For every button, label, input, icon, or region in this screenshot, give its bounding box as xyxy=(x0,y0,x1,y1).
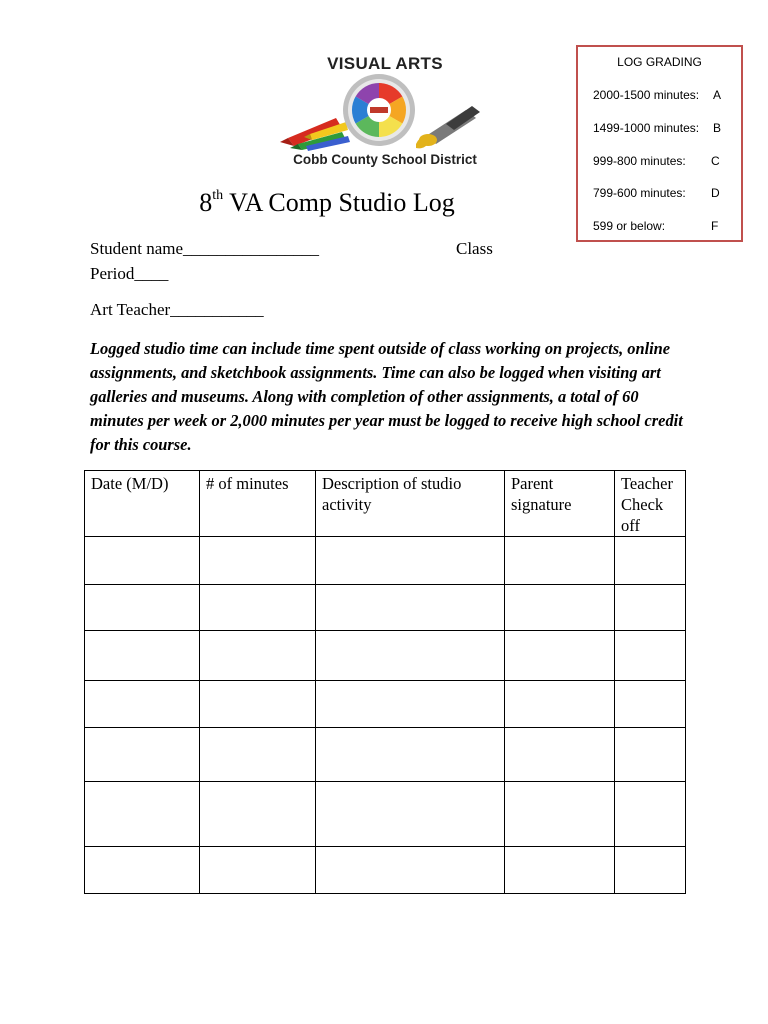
student-name-field[interactable]: Student name________________ xyxy=(90,239,320,258)
description-cell[interactable] xyxy=(316,728,505,782)
grading-letter: A xyxy=(713,88,722,102)
description-cell[interactable] xyxy=(316,537,505,585)
parent-signature-cell[interactable] xyxy=(505,847,615,894)
date-cell[interactable] xyxy=(85,537,200,585)
description-cell[interactable] xyxy=(316,585,505,631)
table-row xyxy=(85,728,686,782)
table-row xyxy=(85,681,686,728)
title-grade-suffix: th xyxy=(212,188,224,203)
visual-arts-logo xyxy=(276,48,494,174)
parent-signature-cell[interactable] xyxy=(505,631,615,681)
description-cell[interactable] xyxy=(316,681,505,728)
color-wheel-icon xyxy=(343,74,415,146)
grading-range: 599 or below: xyxy=(593,219,666,233)
minutes-cell[interactable] xyxy=(200,681,316,728)
logo-artwork xyxy=(276,74,494,152)
grading-letter: D xyxy=(711,186,720,200)
table-row xyxy=(85,585,686,631)
minutes-cell[interactable] xyxy=(200,782,316,847)
grading-letter: C xyxy=(711,154,720,168)
crayons-icon xyxy=(280,118,350,151)
grading-title: LOG GRADING xyxy=(617,55,702,69)
date-cell[interactable] xyxy=(85,728,200,782)
parent-signature-cell[interactable] xyxy=(505,681,615,728)
header-description: Description of studio activity xyxy=(316,471,505,537)
grading-letter: B xyxy=(713,121,722,135)
paint-tube-icon xyxy=(416,106,480,148)
teacher-check-cell[interactable] xyxy=(615,537,686,585)
table-row xyxy=(85,537,686,585)
date-cell[interactable] xyxy=(85,847,200,894)
grading-range: 999-800 minutes: xyxy=(593,154,686,168)
teacher-check-cell[interactable] xyxy=(615,782,686,847)
parent-signature-cell[interactable] xyxy=(505,585,615,631)
class-label: Class xyxy=(456,239,493,258)
teacher-check-cell[interactable] xyxy=(615,631,686,681)
teacher-check-cell[interactable] xyxy=(615,585,686,631)
date-cell[interactable] xyxy=(85,631,200,681)
minutes-cell[interactable] xyxy=(200,585,316,631)
grading-range: 1499-1000 minutes: xyxy=(593,121,700,135)
teacher-check-cell[interactable] xyxy=(615,681,686,728)
teacher-check-cell[interactable] xyxy=(615,847,686,894)
title-grade-number: 8 xyxy=(199,188,213,217)
date-cell[interactable] xyxy=(85,681,200,728)
description-cell[interactable] xyxy=(316,631,505,681)
header-date: Date (M/D) xyxy=(85,471,200,537)
logo-subtitle: Cobb County School District xyxy=(293,152,477,167)
description-cell[interactable] xyxy=(316,782,505,847)
grading-letter: F xyxy=(711,219,719,233)
parent-signature-cell[interactable] xyxy=(505,537,615,585)
studio-log-table xyxy=(84,470,686,894)
period-field[interactable]: Period____ xyxy=(90,264,169,283)
instructions-paragraph: Logged studio time can include time spent outside of class working on projects, online assignments, and sketchbook assignments. Time can also be logged when visiting art galleries and museums. Along with completion of other assignments, a total of 60 minutes per week or 2,000 minutes per year must be logged to receive high school credit for this course. xyxy=(90,339,683,454)
grading-range: 2000-1500 minutes: xyxy=(593,88,700,102)
minutes-cell[interactable] xyxy=(200,537,316,585)
minutes-cell[interactable] xyxy=(200,847,316,894)
minutes-cell[interactable] xyxy=(200,631,316,681)
table-row xyxy=(85,847,686,894)
title-text: VA Comp Studio Log xyxy=(223,188,455,217)
header-minutes: # of minutes xyxy=(200,471,316,537)
page-title xyxy=(0,188,654,218)
art-teacher-field[interactable]: Art Teacher___________ xyxy=(90,300,264,319)
date-cell[interactable] xyxy=(85,782,200,847)
logo-title: VISUAL ARTS xyxy=(327,54,443,73)
table-header-row xyxy=(85,471,686,537)
table-row xyxy=(85,782,686,847)
description-cell[interactable] xyxy=(316,847,505,894)
header-parent-signature: Parent signature xyxy=(505,471,615,537)
header-teacher-check: Teacher Check off xyxy=(615,471,686,537)
teacher-check-cell[interactable] xyxy=(615,728,686,782)
date-cell[interactable] xyxy=(85,585,200,631)
grading-range: 799-600 minutes: xyxy=(593,186,686,200)
parent-signature-cell[interactable] xyxy=(505,728,615,782)
table-row xyxy=(85,631,686,681)
parent-signature-cell[interactable] xyxy=(505,782,615,847)
minutes-cell[interactable] xyxy=(200,728,316,782)
